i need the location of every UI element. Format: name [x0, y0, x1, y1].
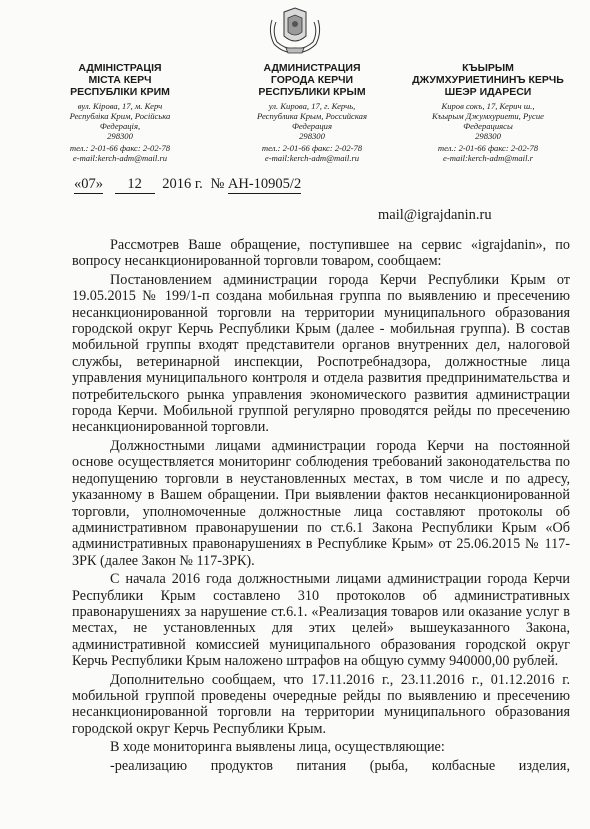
header-title-line: КЪЫРЫМ — [462, 62, 514, 74]
header-contact-line: тел.: 2-01-66 факс: 2-02-78 — [437, 143, 539, 153]
header-address-line: ул. Кирова, 17, г. Керчь, — [268, 101, 356, 111]
header-address-line: Къырым Джумхуриети, Русие Федерациясы — [432, 111, 544, 131]
header-address-line: Республика Крым, Российская Федерация — [257, 111, 367, 131]
body-paragraph: Дополнительно сообщаем, что 17.11.2016 г., 23.11.2016 г., 01.12.2016 г. мобильной группой проведены очередные рейды по выявлению и пресечению несанкционированной торговли на территории муниципального образования городской округ Керчь Республики Крым. — [72, 671, 570, 737]
header-russian — [242, 62, 382, 163]
header-title-line: РЕСПУБЛІКИ КРИМ — [70, 86, 170, 98]
header-address-line: 298300 — [299, 131, 325, 141]
header-crimean — [408, 62, 568, 163]
letter-body — [72, 237, 570, 774]
header-contact-line: e-mail:kerch-adm@mail.ru — [264, 153, 360, 163]
header-title-line: МІСТА КЕРЧ — [88, 74, 152, 86]
reference-month: 12 — [115, 176, 155, 194]
body-paragraph: Рассмотрев Ваше обращение, поступившее на сервис «igrajdanin», по вопросу несанкционированной торговли товаром, сообщаем: — [72, 237, 570, 270]
header-contact-line: тел.: 2-01-66 факс: 2-02-78 — [261, 143, 363, 153]
document-reference — [74, 176, 301, 194]
coat-of-arms-emblem — [264, 6, 326, 56]
body-paragraph: В ходе мониторинга выявлены лица, осуществляющие: — [110, 739, 445, 756]
body-paragraph: Постановлением администрации города Керчи Республики Крым от 19.05.2015 № 199/1-п создана мобильная группа по выявлению и пресечению несанкционированной торговли на территории муниципального образования городской округ Керчь Республики Крым (далее - мобильная группа). В состав мобильной группы входят представители органов внутренних дел, налоговой службы, ветеринарной инспекции, Роспотребнадзора, должностные лица управления муниципального контроля и отдела развития предпринимательства и потребительского рынка управления экономического развития администрации города Керчи. Мобильной группой регулярно проводятся рейды по пресечению несанкционированной торговли. — [72, 271, 570, 436]
header-title-line: ШЕЭР ИДАРЕСИ — [444, 86, 532, 98]
body-paragraph: С начала 2016 года должностными лицами администрации города Керчи Республики Крым составлено 310 протоколов об административных правонарушениях за нарушение ст.6.1. «Реализация товаров или оказание услуг в местах, не установленных для этих целей» вышеуказанного Закона, административной комиссией муниципального образования городской округ Керчь Республики Крым наложено штрафов на общую сумму 940000,00 рублей. — [72, 571, 570, 670]
body-paragraph: Должностными лицами администрации города Керчи на постоянной основе осуществляется мониторинг соблюдения требований законодательства по недопущению торговли в неустановленных местах, в том числе и по адресу, указанному в Вашем обращении. При выявлении фактов несанкционированной торговли, уполномоченные должностные лица составляют протоколы об административном правонарушении по ст.6.1 Закона Республики Крым «Об административных правонарушениях в Республике Крым» от 25.06.2015 № 117-ЗРК (далее Закон № 117-ЗРК). — [72, 437, 570, 569]
reference-number-prefix: № — [210, 176, 225, 192]
header-contact-line: тел.: 2-01-66 факс: 2-02-78 — [69, 143, 171, 153]
reference-day: «07» — [74, 176, 103, 192]
header-title-line: АДМІНІСТРАЦІЯ — [78, 62, 162, 74]
header-address-line: Республіка Крим, Російська Федерація, — [69, 111, 171, 131]
header-contact-line: e-mail:kerch-adm@mail.ru — [72, 153, 168, 163]
header-address-line: 298300 — [107, 131, 133, 141]
header-address-line: 298300 — [475, 131, 501, 141]
header-title-line: АДМИНИСТРАЦИЯ — [263, 62, 361, 74]
recipient-email: mail@igrajdanin.ru — [378, 207, 492, 223]
header-title-line: РЕСПУБЛИКИ КРЫМ — [258, 86, 366, 98]
reference-number: АН-10905/2 — [227, 176, 302, 192]
header-title-line: ГОРОДА КЕРЧИ — [270, 74, 354, 86]
header-contact-line: e-mail:kerch-adm@mail.r — [443, 153, 533, 163]
header-address-line: Киров сокъ, 17, Керич ш., — [441, 101, 535, 111]
header-title-line: ДЖУМХУРИЕТИНИНЪ КЕРЧЬ — [412, 74, 564, 86]
body-last-line: -реализацию продуктов питания (рыба, колбасные изделия, — [110, 757, 570, 774]
header-ukrainian — [50, 62, 190, 163]
header-address-line: вул. Кірова, 17, м. Керч — [77, 101, 163, 111]
reference-year: 2016 г. — [162, 176, 203, 192]
